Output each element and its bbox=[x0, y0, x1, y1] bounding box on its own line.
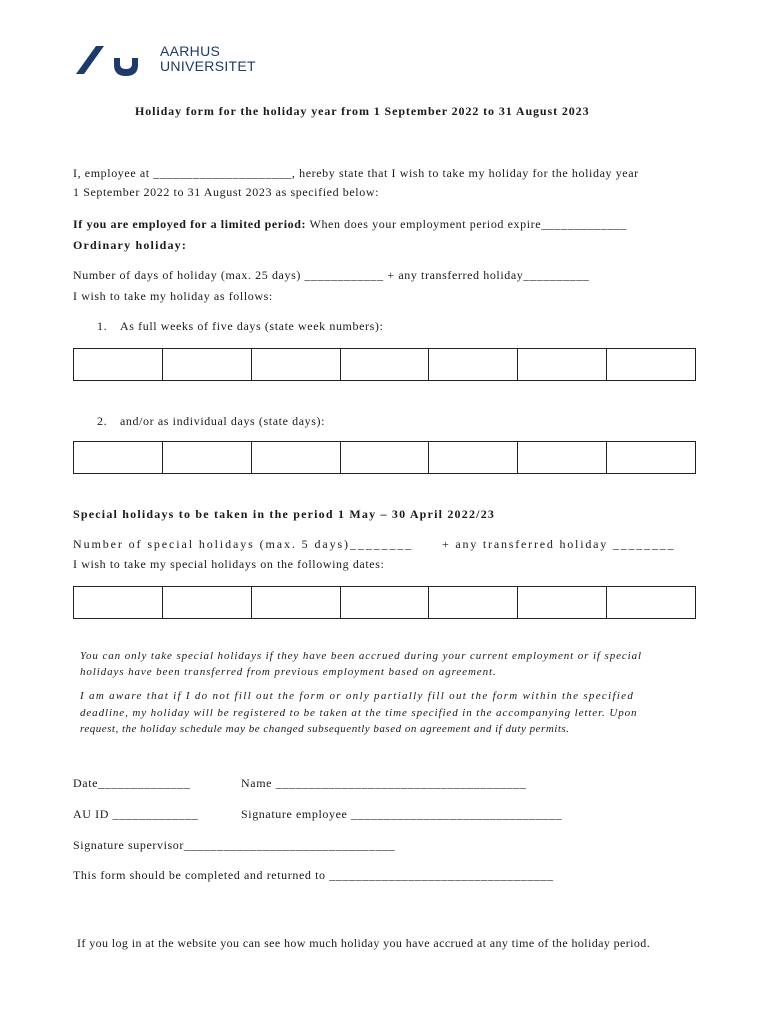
limited-period-line bbox=[73, 217, 627, 232]
notice-2-line-1: I am aware that if I do not fill out the form or only partially fill out the form within the specified bbox=[80, 690, 635, 702]
week-cell[interactable] bbox=[162, 349, 251, 381]
limited-period-text: When does your employment period expire_____________ bbox=[309, 217, 628, 231]
day-cell[interactable] bbox=[251, 442, 340, 474]
intro-line-1: I, employee at _____________________, hereby state that I wish to take my holiday for the holiday year bbox=[73, 166, 639, 180]
week-cell[interactable] bbox=[607, 349, 696, 381]
item-2-number: 2. bbox=[97, 414, 108, 428]
ordinary-holiday-heading: Ordinary holiday: bbox=[73, 238, 188, 252]
week-cell[interactable] bbox=[74, 349, 163, 381]
date-field[interactable]: Date______________ bbox=[73, 776, 191, 790]
week-cell[interactable] bbox=[518, 349, 607, 381]
week-cell[interactable] bbox=[429, 349, 518, 381]
notice-1-line-1: You can only take special holidays if they have been accrued during your current employment or if special bbox=[80, 650, 642, 662]
special-holiday-heading: Special holidays to be taken in the period 1 May – 30 April 2022/23 bbox=[73, 507, 496, 521]
date-cell[interactable] bbox=[340, 587, 429, 619]
university-name bbox=[160, 44, 256, 74]
date-cell[interactable] bbox=[162, 587, 251, 619]
notice-2-line-2: deadline, my holiday will be registered to be taken at the time specified in the accompanying letter. Upon bbox=[80, 707, 638, 719]
signature-employee-field[interactable]: Signature employee ________________________________ bbox=[241, 807, 563, 821]
item-2-text: and/or as individual days (state days): bbox=[120, 414, 326, 428]
au-id-field[interactable]: AU ID _____________ bbox=[73, 807, 199, 821]
special-days-line-left: Number of special holidays (max. 5 days)________ bbox=[73, 537, 414, 551]
ordinary-wish-line: I wish to take my holiday as follows: bbox=[73, 289, 273, 303]
date-cell[interactable] bbox=[251, 587, 340, 619]
intro-line-2: 1 September 2022 to 31 August 2023 as specified below: bbox=[73, 185, 380, 199]
item-1-text: As full weeks of five days (state week numbers): bbox=[120, 319, 384, 333]
returned-to-field[interactable]: This form should be completed and returned to __________________________________ bbox=[73, 868, 554, 882]
name-field[interactable]: Name ______________________________________ bbox=[241, 776, 527, 790]
week-cell[interactable] bbox=[340, 349, 429, 381]
limited-period-label: If you are employed for a limited period: bbox=[73, 217, 307, 231]
logo-line-1: AARHUS bbox=[160, 43, 221, 59]
date-cell[interactable] bbox=[518, 587, 607, 619]
notice-1-line-2: holidays have been transferred from previous employment based on agreement. bbox=[80, 666, 497, 678]
special-days-line-right: + any transferred holiday ________ bbox=[442, 537, 676, 551]
form-title: Holiday form for the holiday year from 1 September 2022 to 31 August 2023 bbox=[135, 104, 590, 118]
date-cell[interactable] bbox=[429, 587, 518, 619]
day-cell[interactable] bbox=[429, 442, 518, 474]
individual-days-table bbox=[73, 441, 696, 474]
item-1-number: 1. bbox=[97, 319, 108, 333]
table-row bbox=[74, 349, 696, 381]
day-cell[interactable] bbox=[607, 442, 696, 474]
table-row bbox=[74, 442, 696, 474]
footer-note: If you log in at the website you can see how much holiday you have accrued at any time of the holiday period. bbox=[77, 936, 651, 950]
logo-line-2: UNIVERSITET bbox=[160, 58, 256, 74]
special-dates-table bbox=[73, 586, 696, 619]
special-wish-line: I wish to take my special holidays on the following dates: bbox=[73, 557, 385, 571]
day-cell[interactable] bbox=[340, 442, 429, 474]
ordinary-days-line: Number of days of holiday (max. 25 days) ____________ + any transferred holiday__________ bbox=[73, 268, 590, 282]
week-cell[interactable] bbox=[251, 349, 340, 381]
table-row bbox=[74, 587, 696, 619]
day-cell[interactable] bbox=[518, 442, 607, 474]
date-cell[interactable] bbox=[74, 587, 163, 619]
week-numbers-table bbox=[73, 348, 696, 381]
day-cell[interactable] bbox=[74, 442, 163, 474]
date-cell[interactable] bbox=[607, 587, 696, 619]
day-cell[interactable] bbox=[162, 442, 251, 474]
notice-2-line-3: request, the holiday schedule may be changed subsequently based on agreement and if duty permits. bbox=[80, 723, 570, 735]
signature-supervisor-field[interactable]: Signature supervisor________________________________ bbox=[73, 838, 396, 852]
